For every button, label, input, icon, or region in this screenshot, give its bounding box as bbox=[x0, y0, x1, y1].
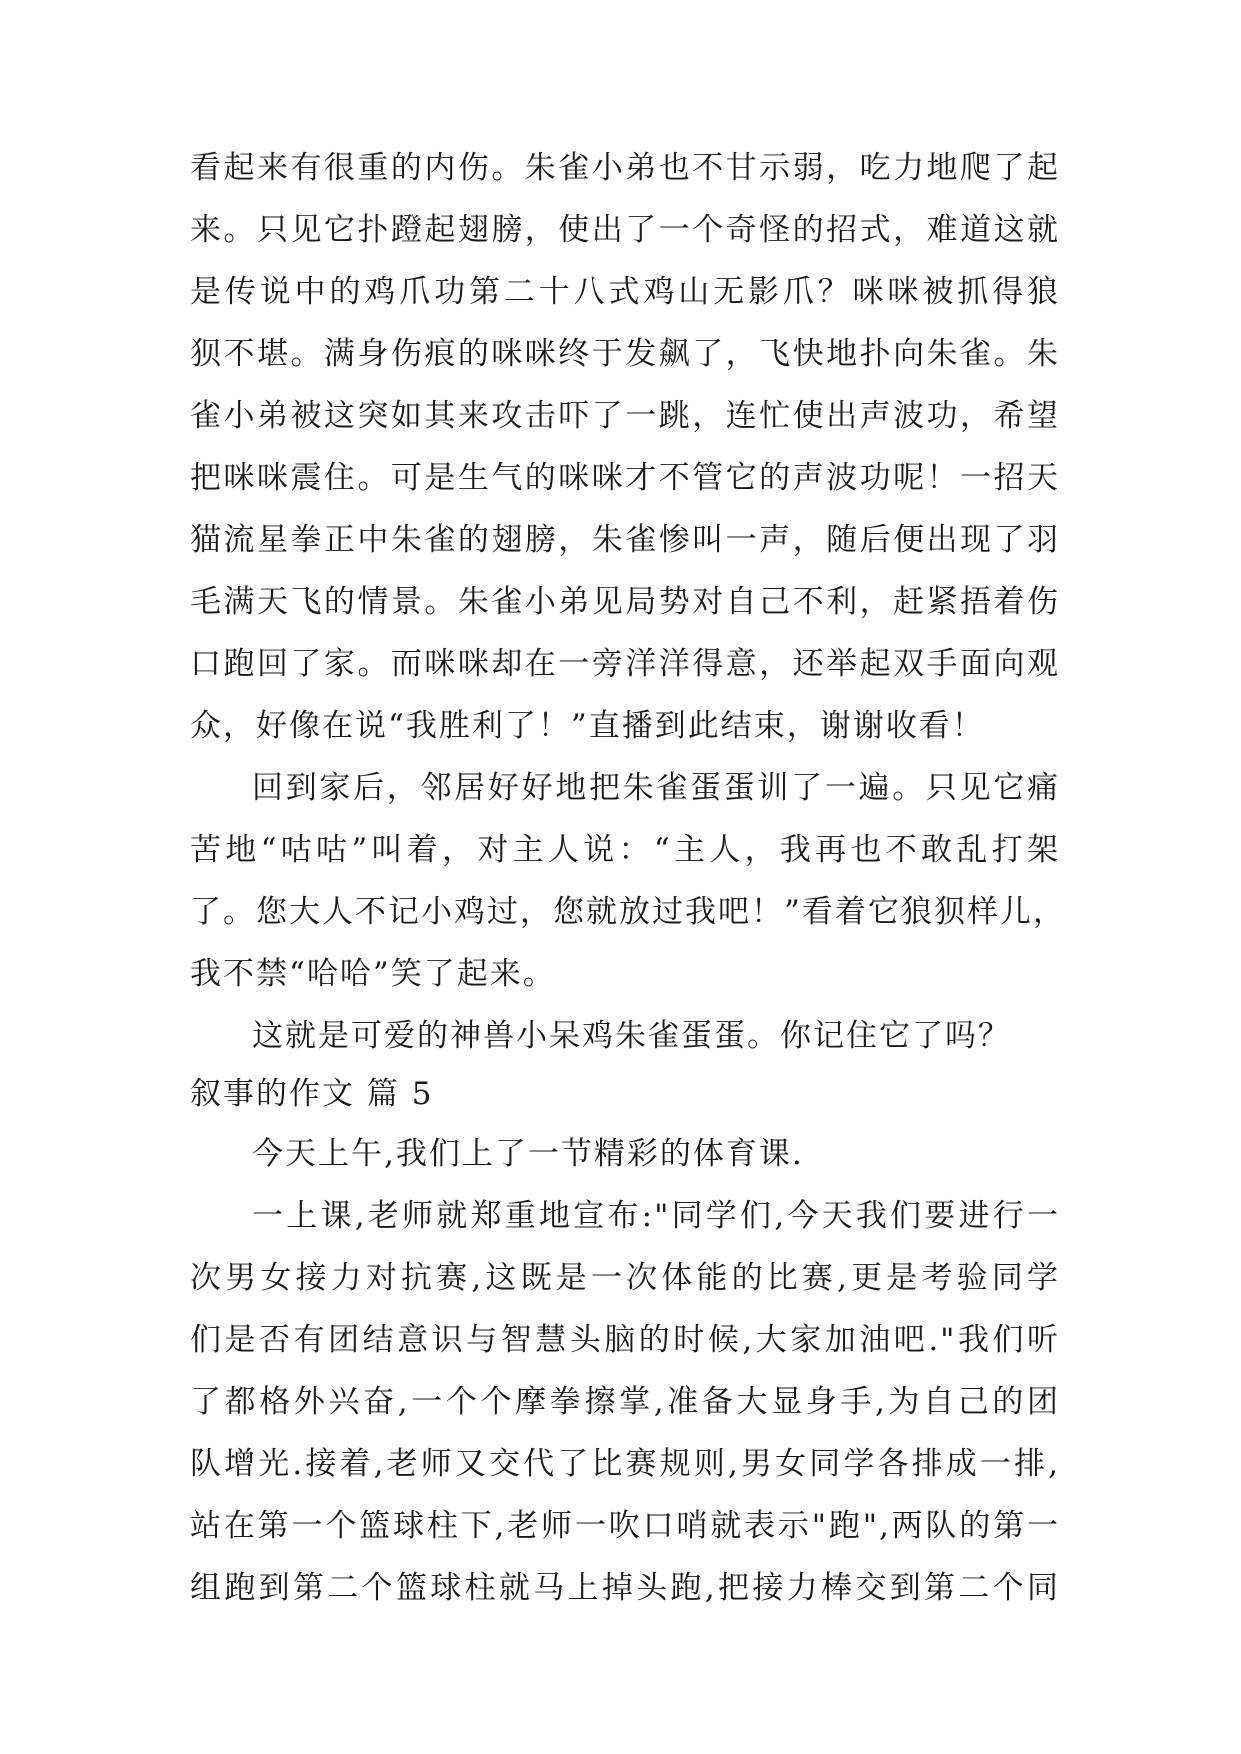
text-line: 了都格外兴奋,一个个摩拳擦掌,准备大显身手,为自己的团 bbox=[190, 1384, 1060, 1420]
text-line: 组跑到第二个篮球柱就马上掉头跑,把接力棒交到第二个同 bbox=[190, 1570, 1060, 1606]
text-line: 众，好像在说“我胜利了！”直播到此结束，谢谢收看！ bbox=[190, 708, 985, 744]
paragraph-first-line: 回到家后，邻居好好地把朱雀蛋蛋训了一遍。只见它痛 bbox=[252, 770, 1060, 806]
text-line: 看起来有很重的内伤。朱雀小弟也不甘示弱，吃力地爬了起 bbox=[190, 150, 1060, 186]
text-line: 站在第一个篮球柱下,老师一吹口哨就表示"跑",两队的第一 bbox=[190, 1508, 1060, 1544]
text-line: 我不禁“哈哈”笑了起来。 bbox=[190, 956, 556, 992]
paragraph-first-line: 这就是可爱的神兽小呆鸡朱雀蛋蛋。你记住它了吗？ bbox=[252, 1018, 1011, 1054]
text-line: 雀小弟被这突如其来攻击吓了一跳，连忙使出声波功，希望 bbox=[190, 398, 1060, 434]
section-heading: 叙事的作文 篇 5 bbox=[190, 1076, 434, 1112]
text-line: 次男女接力对抗赛,这既是一次体能的比赛,更是考验同学 bbox=[190, 1260, 1060, 1296]
text-line: 毛满天飞的情景。朱雀小弟见局势对自己不利，赶紧捂着伤 bbox=[190, 584, 1060, 620]
text-line: 来。只见它扑蹬起翅膀，使出了一个奇怪的招式，难道这就 bbox=[190, 212, 1060, 248]
text-line: 猫流星拳正中朱雀的翅膀，朱雀惨叫一声，随后便出现了羽 bbox=[190, 522, 1060, 558]
text-line: 口跑回了家。而咪咪却在一旁洋洋得意，还举起双手面向观 bbox=[190, 646, 1060, 682]
text-line: 狈不堪。满身伤痕的咪咪终于发飙了，飞快地扑向朱雀。朱 bbox=[190, 336, 1060, 372]
text-line: 队增光.接着,老师又交代了比赛规则,男女同学各排成一排, bbox=[190, 1446, 1060, 1482]
text-line: 了。您大人不记小鸡过，您就放过我吧！”看着它狼狈样儿， bbox=[190, 894, 1066, 930]
paragraph-first-line: 一上课,老师就郑重地宣布:"同学们,今天我们要进行一 bbox=[252, 1198, 1060, 1234]
paragraph-first-line: 今天上午,我们上了一节精彩的体育课. bbox=[252, 1136, 804, 1172]
text-line: 把咪咪震住。可是生气的咪咪才不管它的声波功呢！一招天 bbox=[190, 460, 1060, 496]
text-line: 们是否有团结意识与智慧头脑的时候,大家加油吧."我们听 bbox=[190, 1322, 1060, 1358]
text-line: 是传说中的鸡爪功第二十八式鸡山无影爪？咪咪被抓得狼 bbox=[190, 274, 1060, 310]
text-line: 苦地“咕咕”叫着，对主人说：“主人，我再也不敢乱打架 bbox=[190, 832, 1060, 868]
